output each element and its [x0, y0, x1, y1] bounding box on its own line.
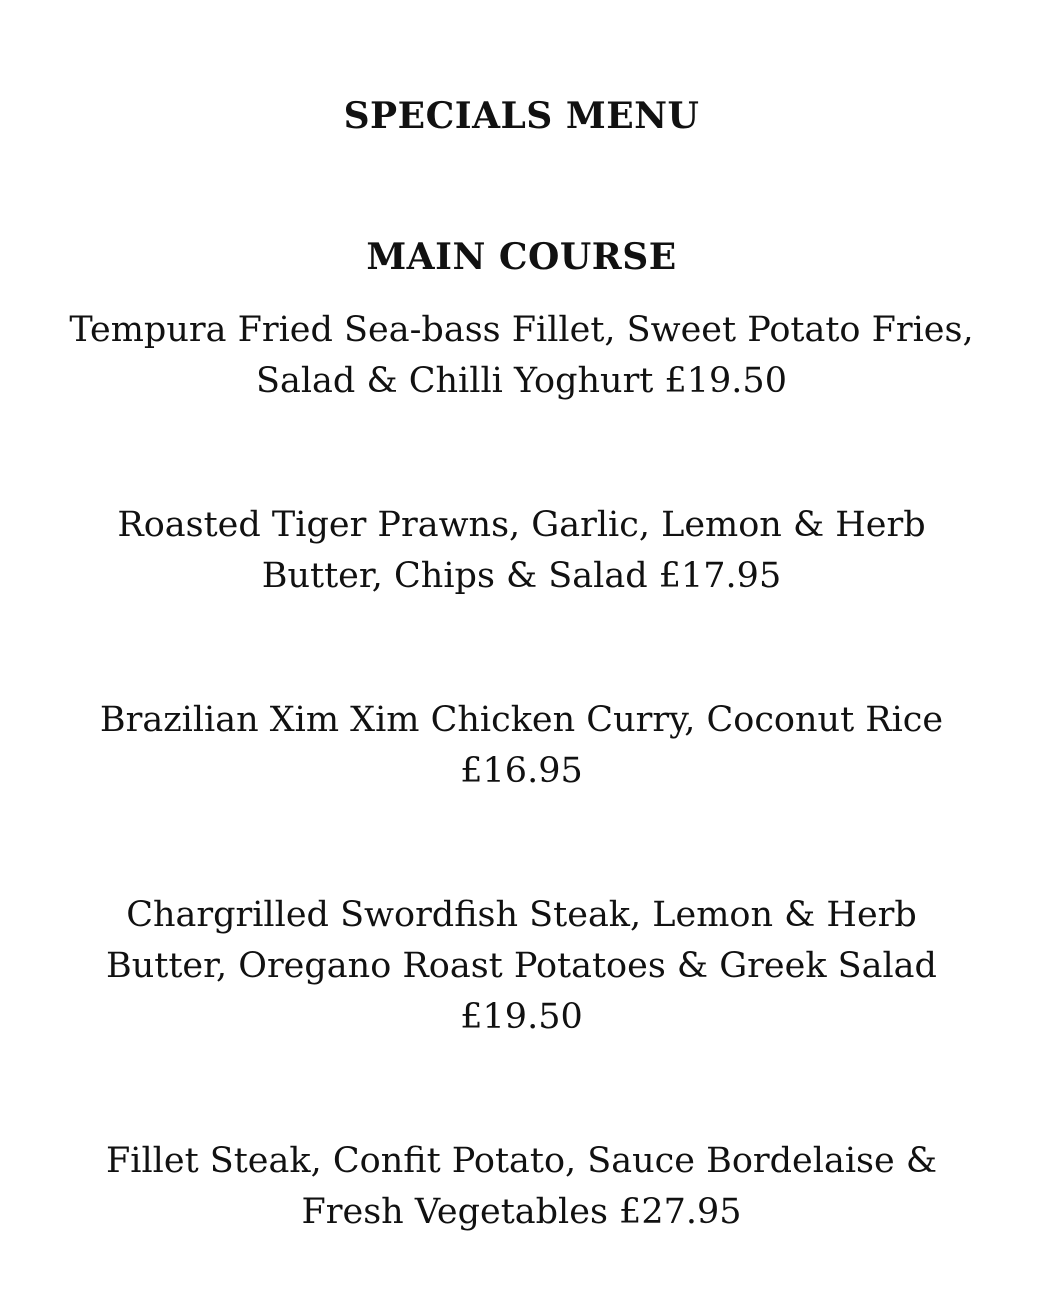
- dish-item: [40, 695, 1003, 797]
- dish-line: Salad & Chilli Yoghurt £19.50: [256, 361, 787, 401]
- dish-item: [40, 890, 1003, 1043]
- dish-line: Fresh Vegetables £27.95: [301, 1192, 742, 1232]
- dish-line: £19.50: [460, 997, 583, 1037]
- dish-line: Chargrilled Swordfish Steak, Lemon & Herb: [126, 895, 917, 935]
- section-heading-main-course: MAIN COURSE: [366, 236, 677, 278]
- dish-line: Tempura Fried Sea-bass Fillet, Sweet Potato Fries,: [69, 310, 974, 350]
- menu-title: SPECIALS MENU: [343, 95, 700, 137]
- dish-line: Butter, Oregano Roast Potatoes & Greek Salad: [106, 946, 937, 986]
- dish-line: Roasted Tiger Prawns, Garlic, Lemon & Herb: [117, 505, 926, 545]
- dish-line: £16.95: [460, 751, 583, 791]
- dish-line: Butter, Chips & Salad £17.95: [261, 556, 782, 596]
- dish-line: Brazilian Xim Xim Chicken Curry, Coconut Rice: [99, 700, 944, 740]
- dish-item: [40, 305, 1003, 407]
- dish-line: Fillet Steak, Confit Potato, Sauce Bordelaise &: [106, 1141, 937, 1181]
- dish-item: [40, 1136, 1003, 1238]
- dish-item: [40, 500, 1003, 602]
